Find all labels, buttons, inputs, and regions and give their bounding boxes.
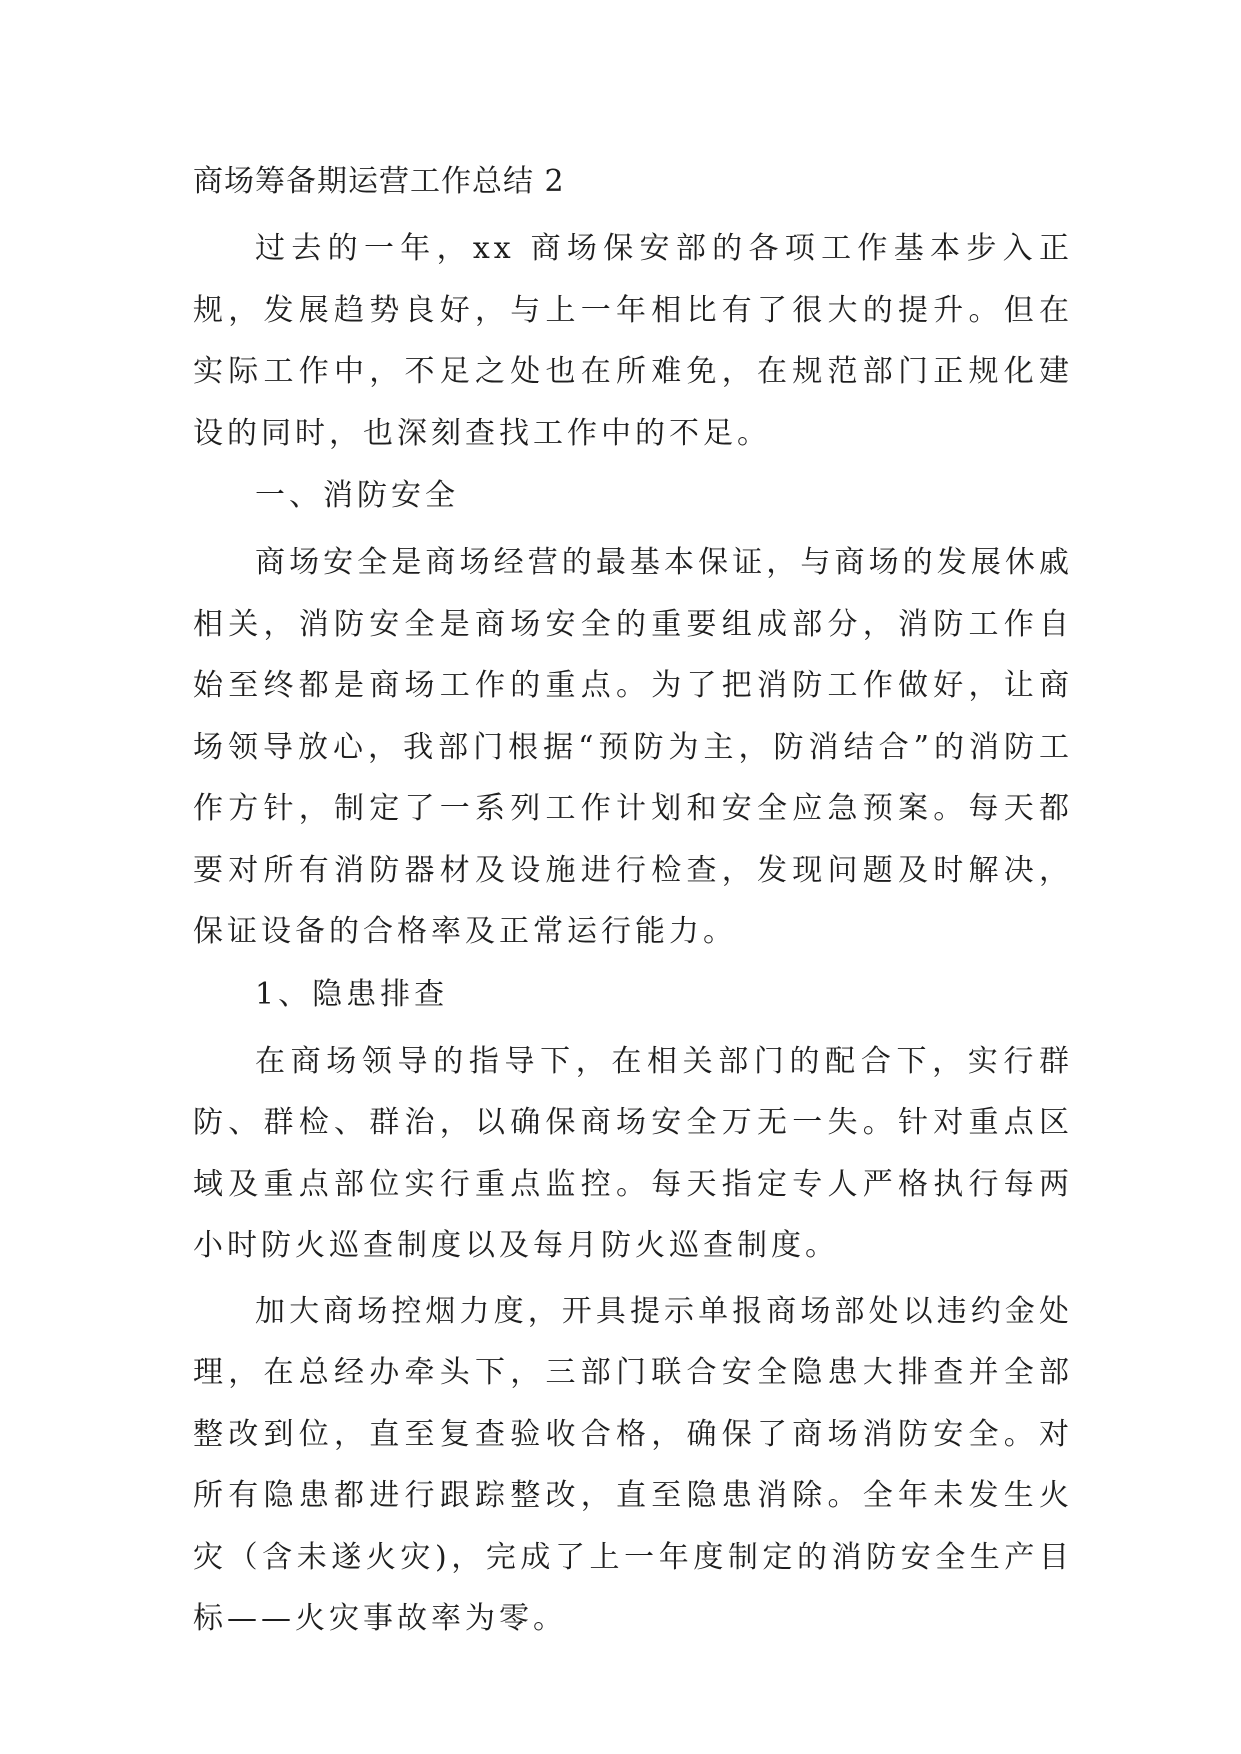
intro-paragraph: 过去的一年，xx 商场保安部的各项工作基本步入正规，发展趋势良好，与上一年相比有了很大的提升。但在实际工作中，不足之处也在所难免，在规范部门正规化建设的同时，也深刻查找工作中的不足。 — [193, 231, 1073, 451]
fire-safety-paragraph: 商场安全是商场经营的最基本保证，与商场的发展休戚相关，消防安全是商场安全的重要组成部分，消防工作自始至终都是商场工作的重点。为了把消防工作做好，让商场领导放心，我部门根据“预防为主，防消结合”的消防工作方针，制定了一系列工作计划和安全应急预案。每天都要对所有消防器材及设施进行检查，发现问题及时解决，保证设备的合格率及正常运行能力。 — [193, 545, 1073, 949]
document-title: 商场筹备期运营工作总结 2 — [193, 164, 565, 199]
section-heading-fire-safety: 一、消防安全 — [255, 478, 459, 513]
smoking-control-paragraph: 加大商场控烟力度，开具提示单报商场部处以违约金处理，在总经办牵头下，三部门联合安全隐患大排查并全部整改到位，直至复查验收合格，确保了商场消防安全。对所有隐患都进行跟踪整改，直至隐患消除。全年未发生火灾（含未遂火灾)，完成了上一年度制定的消防安全生产目标——火灾事故率为零。 — [193, 1293, 1073, 1636]
document-body — [193, 158, 1073, 1654]
subsection-heading-hazard-inspection: 1、隐患排查 — [255, 976, 449, 1012]
hazard-inspection-paragraph: 在商场领导的指导下，在相关部门的配合下，实行群防、群检、群治，以确保商场安全万无一失。针对重点区域及重点部位实行重点监控。每天指定专人严格执行每两小时防火巡查制度以及每月防火巡查制度。 — [193, 1043, 1073, 1263]
